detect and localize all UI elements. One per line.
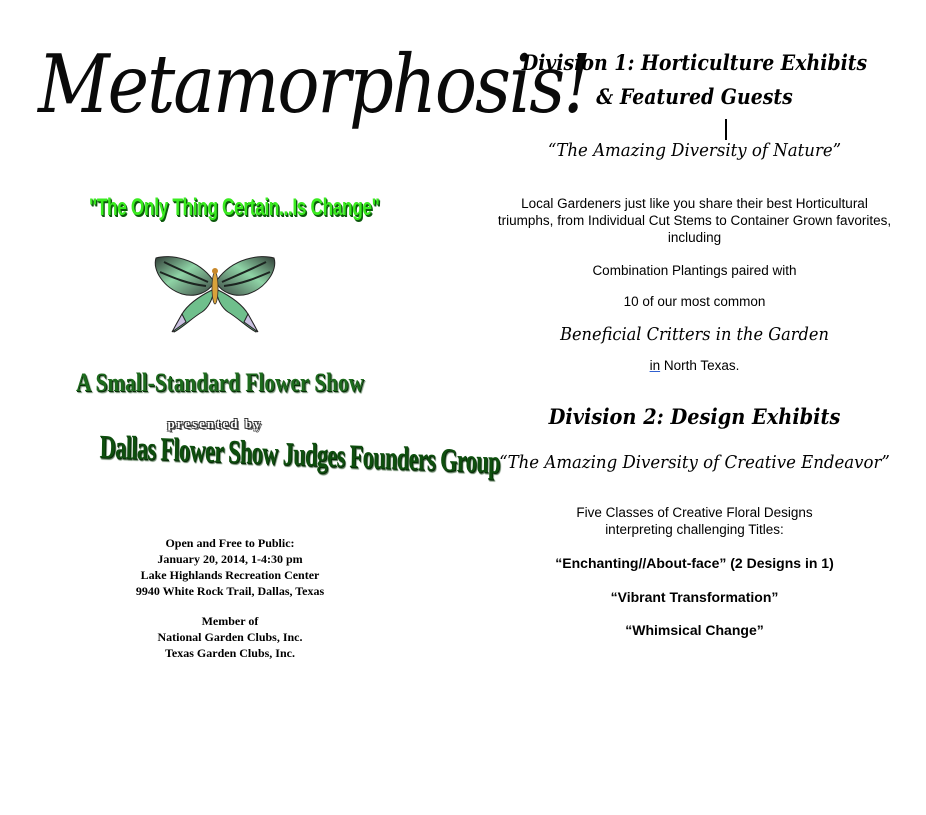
division2-title: Division 2: Design Exhibits	[548, 404, 841, 429]
presenting-group: Dallas Flower Show Judges Founders Group	[99, 429, 501, 481]
division1-common: 10 of our most common	[623, 294, 766, 309]
division2-description: Five Classes of Creative Floral Designs interpreting challenging Titles:	[576, 505, 813, 537]
show-subtitle: A Small-Standard Flower Show	[75, 368, 365, 397]
design-class-3: “Whimsical Change”	[625, 622, 764, 638]
division1-quote: “The Amazing Diversity of Nature”	[547, 140, 842, 161]
design-class-1: “Enchanting//About-face” (2 Designs in 1)	[555, 555, 834, 571]
divisions-panel	[463, 0, 926, 815]
region-text: North Texas.	[660, 358, 740, 373]
division1-title-line2: & Featured Guests	[596, 84, 793, 109]
division1-title-line1: Division 1: Horticulture Exhibits	[521, 50, 868, 75]
info-venue: Lake Highlands Recreation Center	[140, 568, 320, 582]
info-club-texas: Texas Garden Clubs, Inc.	[165, 646, 295, 660]
divider-line	[725, 119, 727, 140]
division1-combination: Combination Plantings paired with	[592, 263, 797, 278]
division1-title	[486, 46, 903, 114]
butterfly-icon	[152, 252, 278, 334]
division1-description: Local Gardeners just like you share their best Horticultural triumphs, from Individual Cut Stems to Container Grown favorites, including	[497, 196, 892, 245]
division1-critters: Beneficial Critters in the Garden	[560, 324, 829, 345]
division1-region	[463, 357, 926, 374]
info-date: January 20, 2014, 1-4:30 pm	[157, 552, 303, 566]
region-in-word: in	[649, 358, 661, 373]
design-class-2: “Vibrant Transformation”	[610, 589, 779, 605]
info-member-of: Member of	[201, 614, 259, 628]
show-title: Metamorphosis!	[38, 37, 590, 132]
info-address: 9940 White Rock Trail, Dallas, Texas	[135, 584, 325, 598]
info-club-national: National Garden Clubs, Inc.	[157, 630, 303, 644]
info-line: Open and Free to Public:	[165, 536, 295, 550]
presented-by-label: presented by	[167, 416, 263, 431]
show-tagline: "The Only Thing Certain...Is Change"	[88, 194, 380, 221]
division2-quote: “The Amazing Diversity of Creative Endeavor”	[499, 452, 890, 473]
event-info	[100, 535, 360, 661]
